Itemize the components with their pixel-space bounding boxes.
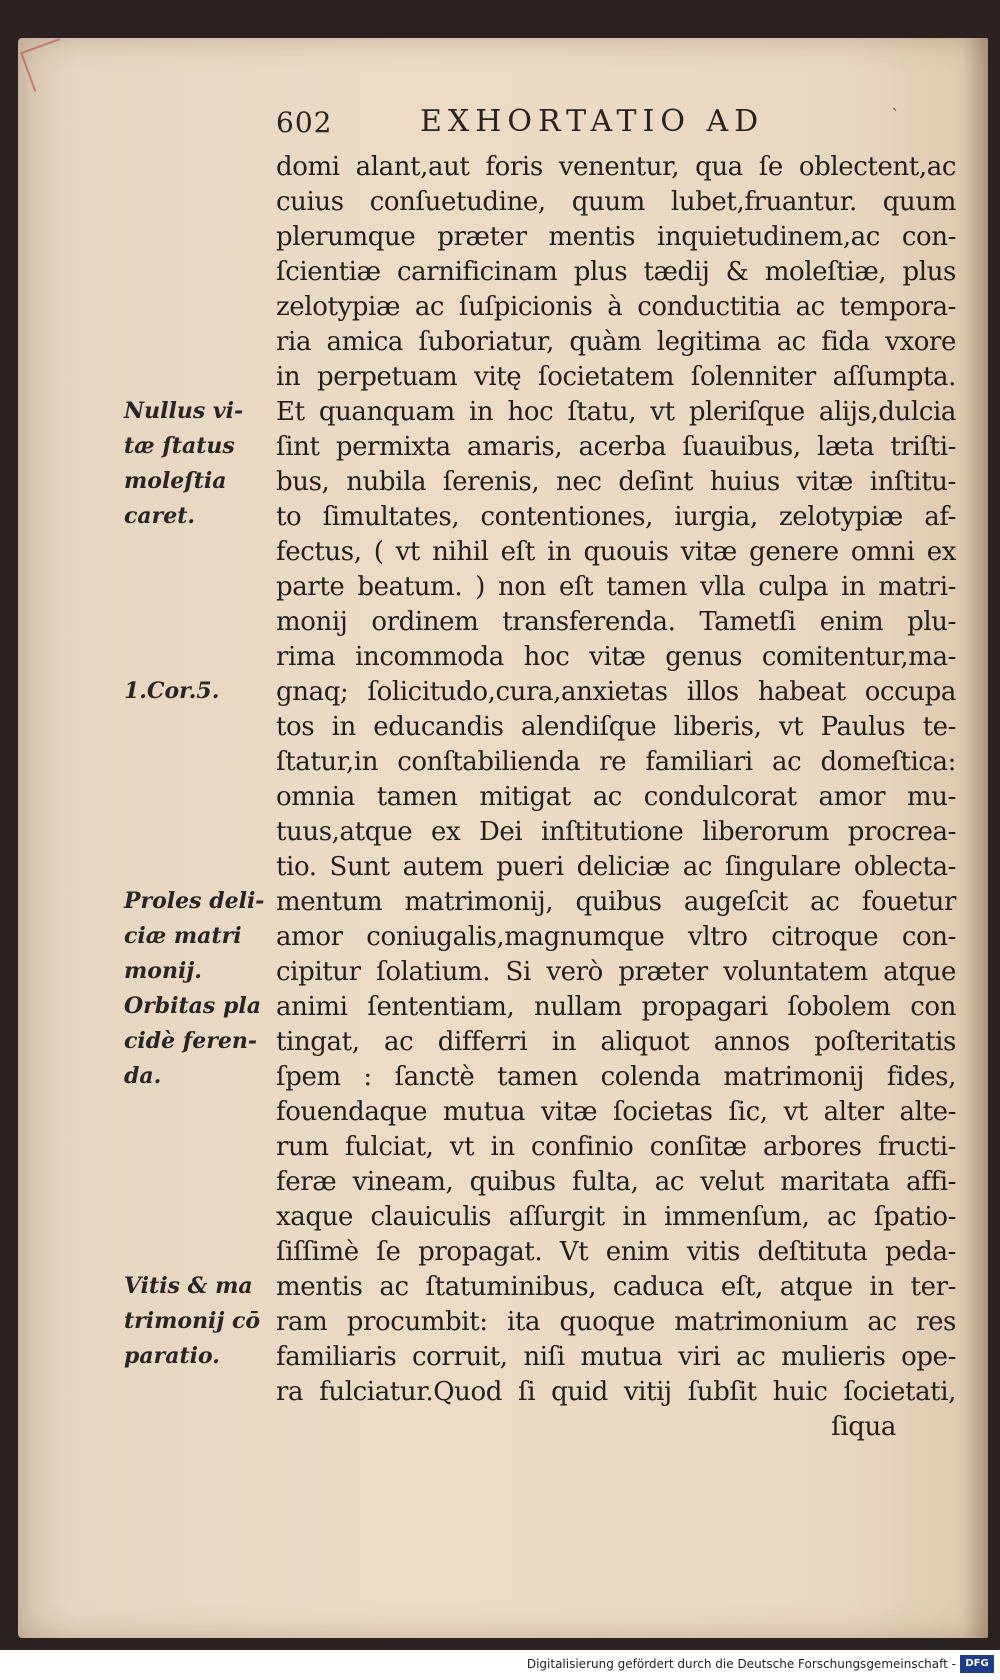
text-line: fectus, ( vt nihil eſt in quouis vitæ genere omni ex — [276, 537, 956, 567]
text-line: gnaq; ſolicitudo,cura,anxietas illos habeat occupa — [276, 677, 956, 707]
text-line: ſcientiæ carnificinam plus tædij & moleſtiæ, plus — [276, 257, 956, 287]
text-line: parte beatum. ) non eſt tamen vlla culpa in matri- — [276, 572, 956, 602]
margin-note — [124, 884, 264, 989]
text-line: zelotypiæ ac ſuſpicionis à conductitia ac tempora- — [276, 292, 956, 322]
text-line: rima incommoda hoc vitæ genus comitentur,ma- — [276, 642, 956, 672]
corner-mark — [20, 38, 74, 92]
text-line: mentis ac ſtatuminibus, caduca eſt, atque in ter- — [276, 1272, 956, 1302]
footer-bar — [0, 1650, 1000, 1680]
margin-note-line: trimonij cō — [124, 1308, 261, 1334]
running-title: EXHORTATIO AD — [420, 104, 765, 139]
margin-note-line: monij. — [124, 958, 202, 984]
text-line: tio. Sunt autem pueri deliciæ ac ſingulare oblecta- — [276, 852, 956, 882]
text-line: ſtatur,in conſtabilienda re familiari ac domeſtica: — [276, 747, 956, 777]
page-edge-shadow — [962, 38, 988, 1638]
margin-note-line: cidè feren- — [124, 1028, 257, 1054]
margin-note-line: 1.Cor.5. — [124, 678, 220, 704]
margin-note-line: tæ ſtatus — [124, 433, 235, 459]
text-line: plerumque præter mentis inquietudinem,ac con- — [276, 222, 956, 252]
text-line: ſiſſimè ſe propagat. Vt enim vitis deſtituta peda- — [276, 1237, 956, 1267]
margin-note — [124, 989, 261, 1094]
margin-note — [124, 394, 243, 534]
text-line: ſpem : ſanctè tamen colenda matrimonij fides, — [276, 1062, 956, 1092]
text-line: ſiqua — [831, 1412, 896, 1442]
margin-note-line: Nullus vi- — [124, 398, 244, 424]
margin-note-line: paratio. — [124, 1343, 220, 1369]
margin-note-line: moleſtia — [124, 468, 227, 494]
text-line: feræ vineam, quibus fulta, ac velut maritata affi- — [276, 1167, 956, 1197]
tick-mark: ` — [891, 106, 900, 127]
text-line: monij ordinem transferenda. Tametſi enim plu- — [276, 607, 956, 637]
text-line: cipitur ſolatium. Si verò præter voluntatem atque — [276, 957, 956, 987]
text-line: ra fulciatur.Quod ſi quid vitij ſubſit huic ſocietati, — [276, 1377, 956, 1407]
margin-note-line: caret. — [124, 503, 196, 529]
text-line: omnia tamen mitigat ac condulcorat amor mu- — [276, 782, 956, 812]
text-line: Et quanquam in hoc ſtatu, vt pleriſque alijs,dulcia — [276, 397, 956, 427]
text-line: xaque clauiculis aſſurgit in immenſum, ac ſpatio- — [276, 1202, 956, 1232]
text-line: in perpetuam vitę ſocietatem ſolenniter aſſumpta. — [276, 362, 956, 392]
text-line: rum fulciat, vt in confinio conſitæ arbores fructi- — [276, 1132, 956, 1162]
text-line: ſint permixta amaris, acerba ſuauibus, læta triſti- — [276, 432, 956, 462]
page-number: 602 — [276, 106, 333, 139]
margin-note-line: Proles deli- — [124, 888, 265, 914]
text-line: familiaris corruit, niſi mutua viri ac mulieris ope- — [276, 1342, 956, 1372]
main-text — [276, 150, 956, 1445]
text-line: animi ſententiam, nullam propagari ſobolem con — [276, 992, 956, 1022]
text-line: tingat, ac differri in aliquot annos poſteritatis — [276, 1027, 956, 1057]
text-line: bus, nubila ſerenis, nec deſint huius vitæ inſtitu- — [276, 467, 956, 497]
margin-note-line: Orbitas pla — [124, 993, 261, 1019]
text-line: mentum matrimonij, quibus augeſcit ac fouetur — [276, 887, 956, 917]
text-line: fouendaque mutua vitæ ſocietas ſic, vt alter alte- — [276, 1097, 956, 1127]
running-head — [272, 104, 912, 144]
digitization-credit: Digitalisierung gefördert durch die Deutsche Forschungsgemeinschaft - — [526, 1657, 956, 1671]
margin-note-line: da. — [124, 1063, 162, 1089]
text-line: tuus,atque ex Dei inſtitutione liberorum procrea- — [276, 817, 956, 847]
text-line: ram procumbit: ita quoque matrimonium ac res — [276, 1307, 956, 1337]
text-line: tos in educandis alendiſque liberis, vt Paulus te- — [276, 712, 956, 742]
margin-note-line: Vitis & ma — [124, 1273, 253, 1299]
text-line: domi alant,aut foris venentur, qua ſe oblectent,ac — [276, 152, 956, 182]
margin-note — [124, 674, 219, 709]
text-line: ria amica ſuboriatur, quàm legitima ac fida vxore — [276, 327, 956, 357]
margin-note-line: ciæ matri — [124, 923, 242, 949]
text-line: amor coniugalis,magnumque vltro citroque con- — [276, 922, 956, 952]
text-line: cuius conſuetudine, quum lubet,fruantur. quum — [276, 187, 956, 217]
margin-note — [124, 1269, 260, 1374]
dfg-logo: DFG — [960, 1655, 994, 1673]
text-line: to ſimultates, contentiones, iurgia, zelotypiæ af- — [276, 502, 956, 532]
